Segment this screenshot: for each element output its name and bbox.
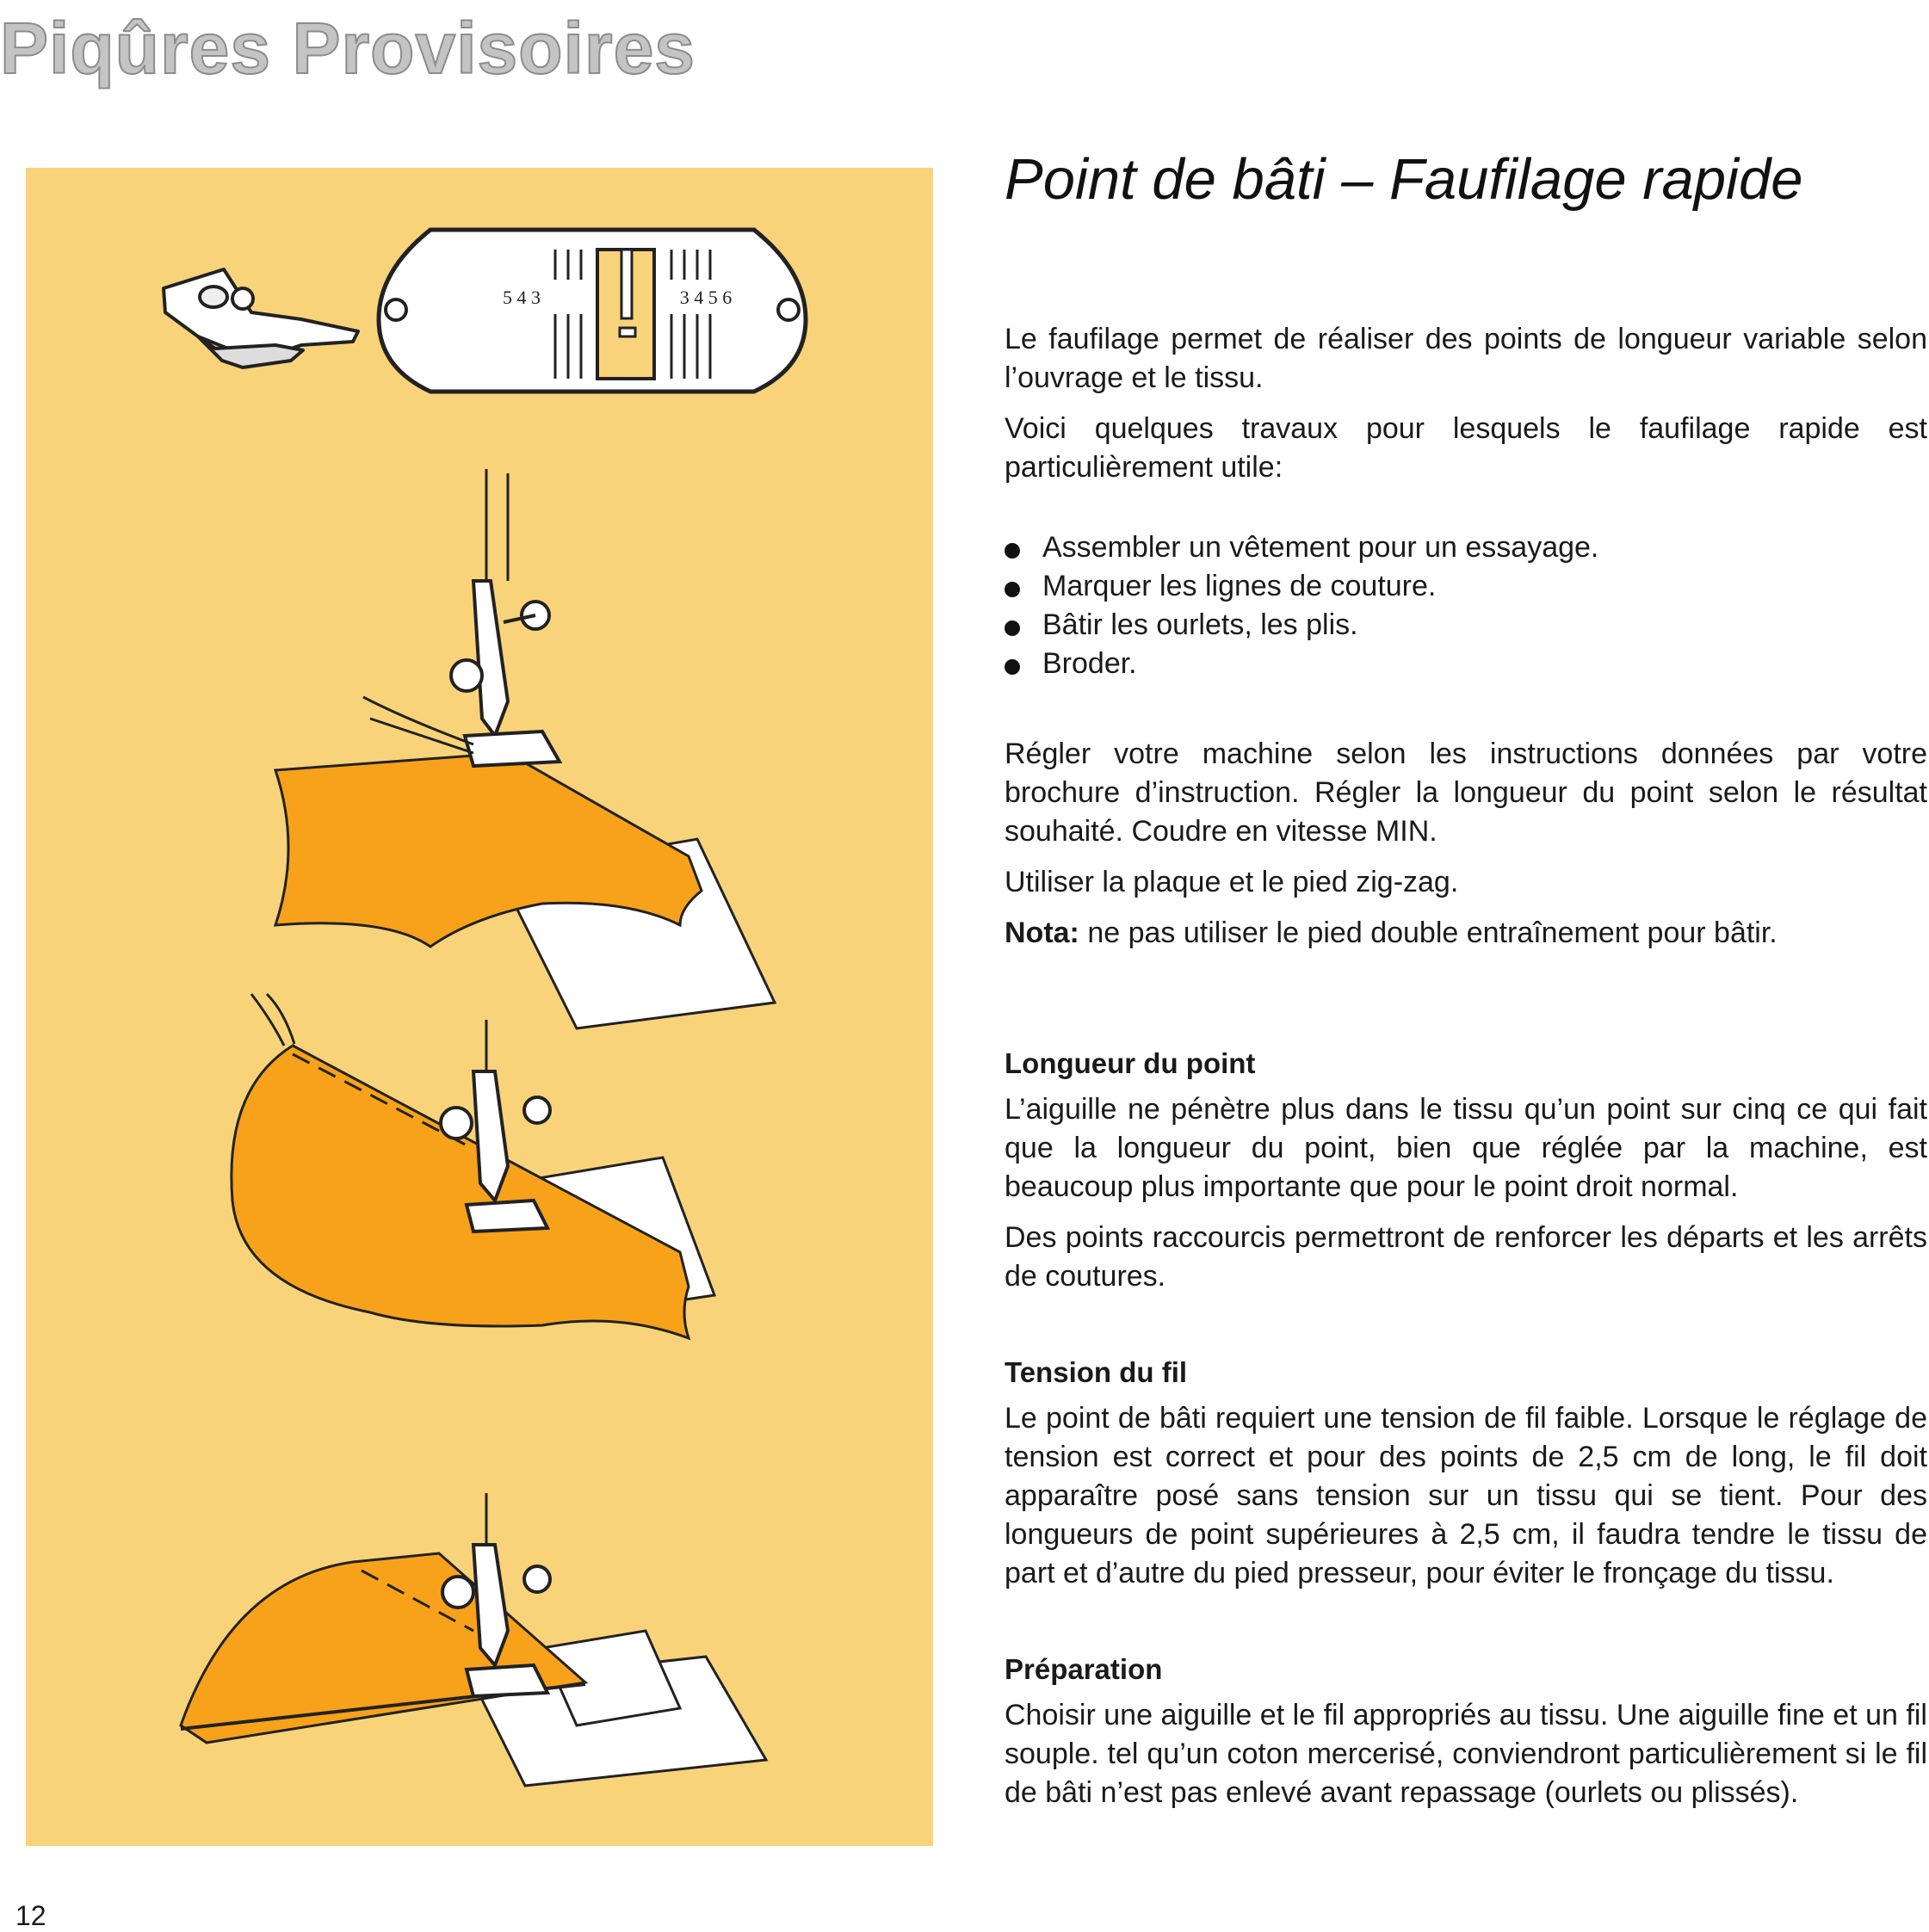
uses-list bbox=[1005, 528, 1927, 683]
sewing-scene-3 bbox=[181, 1493, 766, 1786]
text-column bbox=[1005, 146, 1927, 1824]
needle-plate-left-digits: 5 4 3 bbox=[503, 287, 541, 308]
list-item: Bâtir les ourlets, les plis. bbox=[1005, 606, 1927, 645]
list-item: Marquer les lignes de couture. bbox=[1005, 567, 1927, 606]
section-paragraph: Choisir une aiguille et le fil appropriés au tissu. Une aiguille fine et un fil souple. tel qu’un coton mercerisé, conviendront particulièrement si le fil de bâti n’est pas enlevé avant repassage (ourlets ou plissés). bbox=[1005, 1699, 1927, 1809]
illustration-panel bbox=[26, 168, 933, 1846]
sewing-scene-2 bbox=[232, 994, 714, 1338]
needle-plate-icon bbox=[379, 230, 806, 392]
section-paragraph: Des points raccourcis permettront de renforcer les départs et les arrêts de coutures. bbox=[1005, 1221, 1927, 1293]
intro-paragraph: Le faufilage permet de réaliser des points de longueur variable selon l’ouvrage et le tissu. bbox=[1005, 323, 1927, 394]
list-item: Broder. bbox=[1005, 645, 1927, 683]
nota-label: Nota: bbox=[1005, 917, 1079, 949]
presser-foot-icon bbox=[164, 269, 358, 367]
section-paragraph: Le point de bâti requiert une tension de fil faible. Lorsque le réglage de tension est correct et pour des points de 2,5 cm de long, le fil doit apparaître posé sans tension sur un tissu qui se tient. Pour des longueurs de point supérieures à 2,5 cm, il faudra tendre le tissu de part et d’autre du pied presseur, pour éviter le fronçage du tissu. bbox=[1005, 1402, 1927, 1589]
list-item: Assembler un vêtement pour un essayage. bbox=[1005, 528, 1927, 567]
sewing-illustrations bbox=[26, 168, 933, 1846]
page-number: 12 bbox=[15, 1900, 46, 1931]
needle-plate-right-digits: 3 4 5 6 bbox=[679, 287, 733, 308]
settings-paragraph: Utiliser la plaque et le pied zig-zag. bbox=[1005, 866, 1459, 898]
nota-text: ne pas utiliser le pied double entraînement pour bâtir. bbox=[1079, 917, 1778, 949]
settings-paragraph: Régler votre machine selon les instructions données par votre brochure d’instruction. Régler la longueur du point selon le résultat souhaité. Coudre en vitesse MIN. bbox=[1005, 738, 1927, 848]
heading-stitch-length: Longueur du point bbox=[1005, 1047, 1256, 1079]
intro-paragraph: Voici quelques travaux pour lesquels le faufilage rapide est particulièrement utile: bbox=[1005, 412, 1927, 484]
nota-paragraph bbox=[1005, 914, 1927, 953]
section-paragraph: L’aiguille ne pénètre plus dans le tissu qu’un point sur cinq ce qui fait que la longueur du point, bien que réglée par la machine, est beaucoup plus importante que pour le point droit normal. bbox=[1005, 1093, 1927, 1203]
main-title: Point de bâti – Faufilage rapide bbox=[1005, 147, 1803, 212]
heading-preparation: Préparation bbox=[1005, 1653, 1163, 1685]
section-header: Piqûres Provisoires bbox=[0, 8, 696, 89]
sewing-scene-1 bbox=[275, 469, 775, 1028]
heading-thread-tension: Tension du fil bbox=[1005, 1356, 1188, 1388]
